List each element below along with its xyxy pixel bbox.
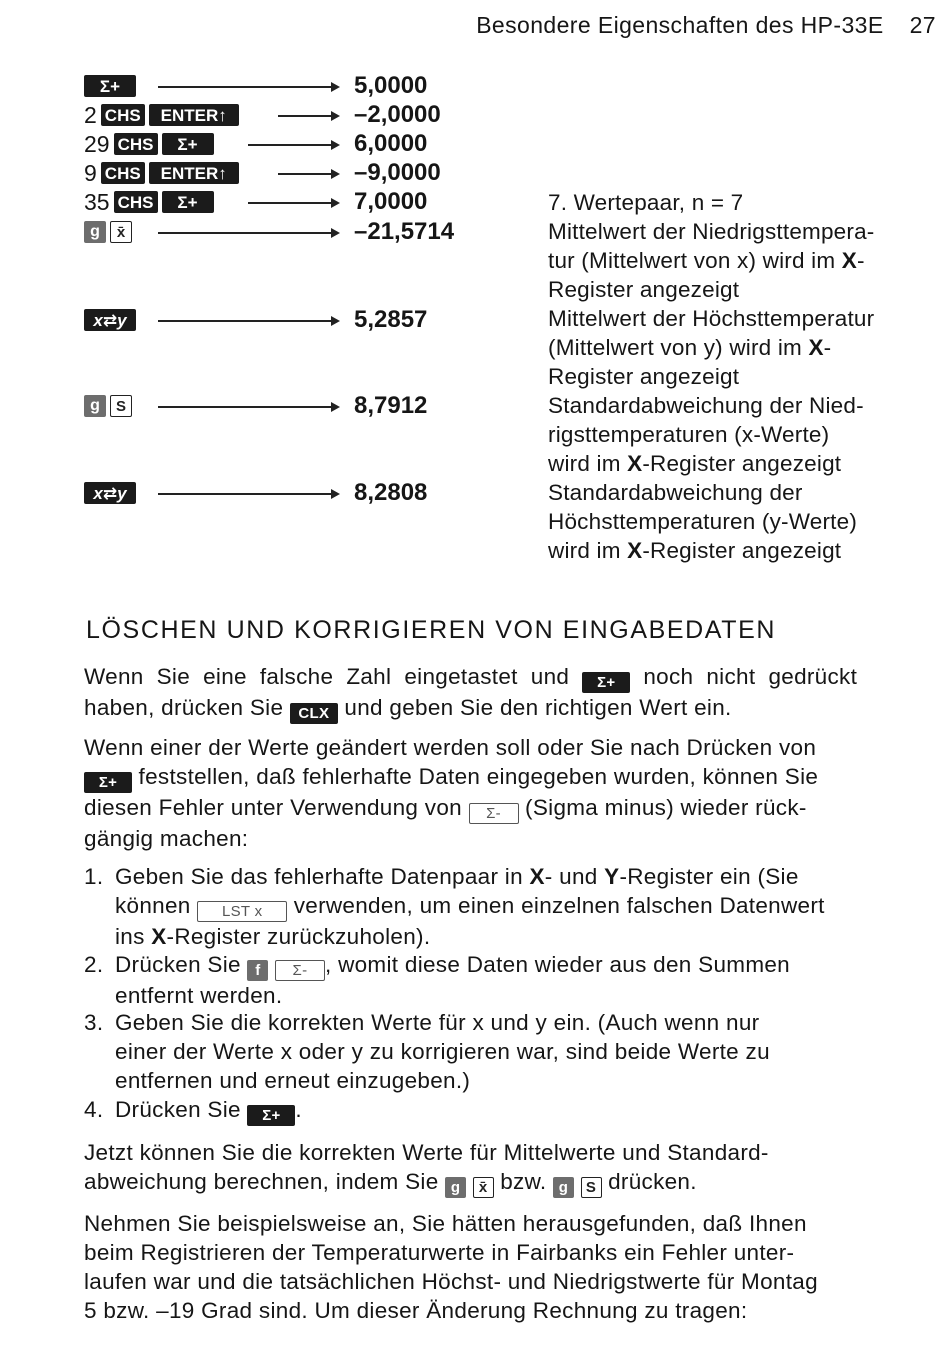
arrow-icon	[248, 202, 338, 204]
note-text: (Mittelwert von y) wird im	[548, 335, 809, 360]
text-line: 5 bzw. –19 Grad sind. Um dieser Änderung Rechnung zu tragen:	[84, 1298, 748, 1323]
enter-key: ENTER↑	[149, 104, 239, 126]
note-text: wird im	[548, 538, 628, 563]
clx-key: CLX	[290, 703, 338, 724]
display-result: –21,5714	[354, 218, 455, 245]
text-run: diesen Fehler unter Verwendung von	[84, 795, 469, 820]
example-row	[84, 479, 140, 507]
display-result: 7,0000	[354, 188, 428, 215]
arrow-icon	[158, 86, 338, 88]
text-line	[84, 693, 934, 724]
x-swap-y-key: x⇄y	[84, 309, 136, 331]
note-text: -	[823, 335, 832, 360]
paragraph-example	[84, 1209, 934, 1325]
step-note	[548, 188, 936, 217]
g-key: g	[553, 1177, 574, 1198]
text-run: .	[295, 1097, 302, 1122]
text-run: -Register zurückzuholen).	[166, 924, 431, 949]
list-item	[84, 1095, 934, 1126]
text-line: einer der Werte x oder y zu korrigieren war, sind beide Werte zu	[115, 1039, 770, 1064]
text-run: ins	[115, 924, 152, 949]
f-key: f	[247, 960, 268, 981]
arrow-icon	[158, 232, 338, 234]
text-line: Wenn einer der Werte geändert werden soll oder Sie nach Drücken von	[84, 735, 817, 760]
sigma-plus-key: Σ+	[247, 1105, 295, 1126]
note-line: Register angezeigt	[548, 364, 740, 389]
list-number: 3.	[84, 1010, 104, 1035]
list-text	[115, 1095, 934, 1126]
register-letter: X	[841, 248, 857, 273]
text-run: haben, drücken Sie	[84, 695, 290, 720]
sigma-minus-key: Σ-	[469, 803, 519, 824]
register-letter: X	[627, 451, 643, 476]
entry-value: 9	[84, 159, 97, 186]
list-text	[115, 950, 934, 1010]
example-row	[84, 218, 136, 246]
sigma-plus-key: Σ+	[84, 772, 132, 793]
paragraph-recompute	[84, 1138, 934, 1198]
text-line: Jetzt können Sie die korrekten Werte für Mittelwerte und Standard-	[84, 1140, 769, 1165]
list-number: 2.	[84, 952, 104, 977]
text-run: -Register ein (Sie	[619, 864, 799, 889]
page-header	[0, 12, 936, 39]
enter-key: ENTER↑	[149, 162, 239, 184]
page-number: 27	[909, 12, 936, 38]
paragraph-correction	[84, 733, 934, 853]
text-line	[115, 891, 934, 922]
g-key: g	[445, 1177, 466, 1198]
example-row	[84, 306, 140, 334]
note-line	[548, 246, 936, 275]
text-run: verwenden, um einen einzelnen falschen Datenwert	[287, 893, 825, 918]
text-run: Drücken Sie	[115, 1097, 248, 1122]
text-run: drücken.	[601, 1169, 697, 1194]
text-line: beim Registrieren der Temperaturwerte in Fairbanks ein Fehler unter-	[84, 1240, 795, 1265]
chs-key: CHS	[101, 104, 145, 126]
register-letter: X	[808, 335, 824, 360]
text-line	[84, 793, 934, 824]
list-number: 4.	[84, 1097, 104, 1122]
list-item	[84, 862, 934, 951]
note-text: wird im	[548, 451, 628, 476]
list-item	[84, 1008, 934, 1095]
register-letter: X	[529, 864, 545, 889]
arrow-icon	[158, 320, 338, 322]
note-text: -	[856, 248, 865, 273]
text-run: bzw.	[493, 1169, 553, 1194]
example-row	[84, 392, 136, 420]
text-line	[84, 1167, 934, 1198]
note-line: Mittelwert der Höchsttemperatur	[548, 306, 875, 331]
step-note	[548, 304, 936, 391]
chs-key: CHS	[114, 191, 158, 213]
display-result: 5,0000	[354, 72, 428, 99]
chs-key: CHS	[114, 133, 158, 155]
register-letter: Y	[604, 864, 620, 889]
list-item	[84, 950, 934, 1010]
entry-value: 29	[84, 130, 110, 157]
note-line	[548, 449, 936, 478]
text-run: feststellen, daß fehlerhafte Daten eingegeben wurden, können Sie	[132, 764, 819, 789]
note-line: Höchsttemperaturen (y-Werte)	[548, 509, 858, 534]
sigma-minus-key: Σ-	[275, 960, 325, 981]
entry-value: 2	[84, 101, 97, 128]
example-row	[84, 72, 140, 100]
paragraph-intro	[84, 662, 934, 724]
text-run: Geben Sie das fehlerhafte Datenpaar in	[115, 864, 530, 889]
text-run: abweichung berechnen, indem Sie	[84, 1169, 446, 1194]
example-row	[84, 101, 243, 129]
text-line	[115, 950, 934, 981]
s-key: S	[581, 1177, 602, 1198]
g-key: g	[84, 221, 106, 243]
note-text: -Register angezeigt	[642, 451, 842, 476]
text-run: Wenn Sie eine falsche Zahl eingetastet und	[84, 664, 583, 689]
text-run: (Sigma minus) wieder rück-	[518, 795, 807, 820]
list-text	[115, 862, 934, 951]
note-line: Register angezeigt	[548, 277, 740, 302]
arrow-icon	[278, 173, 338, 175]
display-result: –2,0000	[354, 101, 441, 128]
text-line: Geben Sie die korrekten Werte für x und y ein. (Auch wenn nur	[115, 1010, 760, 1035]
s-key: S	[110, 395, 132, 417]
note-line: Standardabweichung der	[548, 480, 803, 505]
arrow-icon	[278, 115, 338, 117]
example-row	[84, 130, 218, 158]
note-line: Standardabweichung der Nied-	[548, 393, 864, 418]
display-result: 8,2808	[354, 479, 428, 506]
text-line	[84, 662, 934, 693]
text-line	[115, 1095, 934, 1126]
x-swap-y-key: x⇄y	[84, 482, 136, 504]
text-run: noch nicht gedrückt	[630, 664, 858, 689]
arrow-icon	[158, 406, 338, 408]
text-run: - und	[544, 864, 605, 889]
list-text	[115, 1008, 934, 1095]
chs-key: CHS	[101, 162, 145, 184]
sigma-plus-key: Σ+	[162, 133, 214, 155]
step-note	[548, 391, 936, 478]
text-run: , womit diese Daten wieder aus den Summen	[324, 952, 790, 977]
note-line: Mittelwert der Niedrigsttempera-	[548, 219, 875, 244]
example-row	[84, 159, 243, 187]
text-line: laufen war und die tatsächlichen Höchst- und Niedrigstwerte für Montag	[84, 1269, 818, 1294]
note-text: -Register angezeigt	[642, 538, 842, 563]
arrow-icon	[158, 493, 338, 495]
note-line: rigsttemperaturen (x-Werte)	[548, 422, 830, 447]
text-run: und geben Sie den richtigen Wert ein.	[337, 695, 732, 720]
text-line	[115, 922, 934, 951]
entry-value: 35	[84, 188, 110, 215]
g-key: g	[84, 395, 106, 417]
text-line	[115, 862, 934, 891]
sigma-plus-key: Σ+	[84, 75, 136, 97]
note-line	[548, 333, 936, 362]
display-result: –9,0000	[354, 159, 441, 186]
text-run: Drücken Sie	[115, 952, 248, 977]
register-letter: X	[151, 924, 167, 949]
display-result: 8,7912	[354, 392, 428, 419]
x-bar-key: x̄	[110, 221, 132, 243]
section-title: LÖSCHEN UND KORRIGIEREN VON EINGABEDATEN	[86, 616, 777, 644]
lst-x-key: LST x	[197, 901, 287, 922]
list-number: 1.	[84, 864, 104, 889]
note-line	[548, 536, 936, 565]
note-text: tur (Mittelwert von x) wird im	[548, 248, 842, 273]
step-note	[548, 478, 936, 565]
display-result: 6,0000	[354, 130, 428, 157]
x-bar-key: x̄	[473, 1177, 494, 1198]
note-line: 7. Wertepaar, n = 7	[548, 190, 744, 215]
step-note	[548, 217, 936, 304]
arrow-icon	[248, 144, 338, 146]
example-row	[84, 188, 218, 216]
sigma-plus-key: Σ+	[582, 672, 630, 693]
display-result: 5,2857	[354, 306, 428, 333]
text-line: Nehmen Sie beispielsweise an, Sie hätten herausgefunden, daß Ihnen	[84, 1211, 807, 1236]
text-line: gängig machen:	[84, 826, 249, 851]
register-letter: X	[627, 538, 643, 563]
sigma-plus-key: Σ+	[162, 191, 214, 213]
header-title: Besondere Eigenschaften des HP-33E	[476, 12, 884, 38]
text-line	[84, 762, 934, 793]
text-run: können	[115, 893, 198, 918]
text-line: entfernt werden.	[115, 983, 283, 1008]
text-line: entfernen und erneut einzugeben.)	[115, 1068, 471, 1093]
